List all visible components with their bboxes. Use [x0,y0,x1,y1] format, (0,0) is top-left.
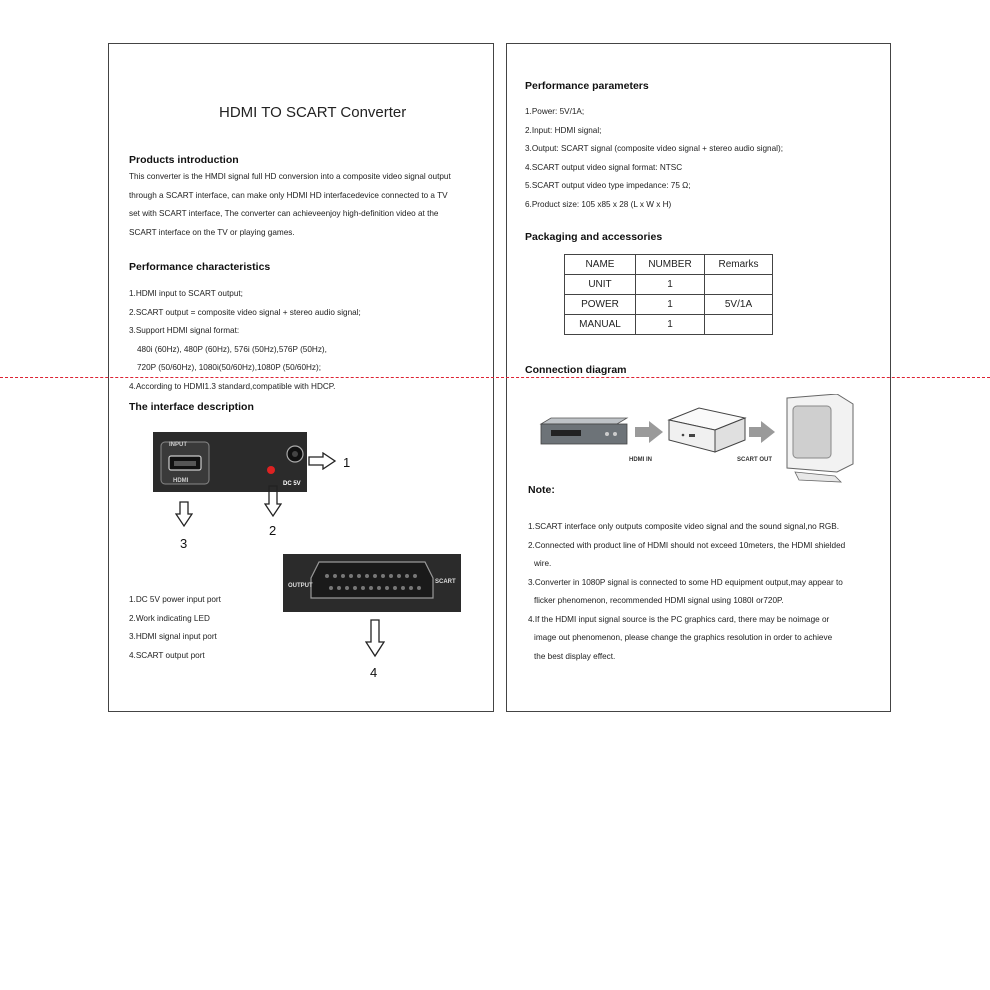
note-item: 4.If the HDMI input signal source is the PC graphics card, there may be noimage or [528,614,830,624]
table-cell: POWER [565,295,636,315]
note-item: the best display effect. [534,651,616,661]
characteristics-item: 4.According to HDMI1.3 standard,compatible with HDCP. [129,381,336,391]
hdmi-in-label: HDMI IN [629,457,652,463]
packaging-table [564,254,773,335]
table-cell [705,315,773,335]
table-cell: 1 [636,315,705,335]
dc-port-label: DC 5V [283,481,301,487]
table-header-cell: NAME [565,255,636,275]
right-arrow-icon [307,452,339,470]
monitor-icon [787,394,853,482]
parameters-list [525,103,783,214]
intro-line: set with SCART interface, The converter can achieveenjoy high-definition video at the [129,209,439,218]
characteristics-item: 720P (50/60Hz), 1080i(50/60Hz),1080P (50/60Hz); [137,363,322,372]
legend-item: 3.HDMI signal input port [129,632,217,641]
table-header-cell: NUMBER [636,255,705,275]
parameter-item: 1.Power: 5V/1A; [525,107,585,116]
callout-4: 4 [370,665,378,680]
characteristics-heading: Performance characteristics [129,261,271,273]
legend-item: 4.SCART output port [129,650,205,660]
parameter-item: 3.Output: SCART signal (composite video signal + stereo audio signal); [525,144,783,153]
intro-text [129,168,451,242]
intro-heading: Products introduction [129,154,239,166]
note-item: flicker phenomenon, recommended HDMI signal using 1080I or720P. [534,596,784,605]
table-row [565,295,773,315]
callout-1: 1 [343,455,351,470]
cut-line [0,377,990,378]
note-list [528,518,845,666]
parameters-heading: Performance parameters [525,80,649,92]
hdmi-port-label: HDMI [173,478,189,484]
down-arrow-icon [365,618,385,658]
callout-3: 3 [180,536,188,551]
table-header-cell: Remarks [705,255,773,275]
note-item: 3.Converter in 1080P signal is connected to some HD equipment output,may appear to [528,577,843,587]
note-item: wire. [534,559,552,568]
characteristics-list [129,285,361,396]
source-device-icon [541,418,627,444]
characteristics-item: 3.Support HDMI signal format: [129,326,240,335]
table-row [565,315,773,335]
characteristics-item: 1.HDMI input to SCART output; [129,289,243,298]
characteristics-item: 480i (60Hz), 480P (60Hz), 576i (50Hz),576P (50Hz), [137,344,327,354]
table-cell: UNIT [565,275,636,295]
interface-legend [129,591,221,665]
table-cell: 1 [636,275,705,295]
parameter-item: 2.Input: HDMI signal; [525,125,602,135]
intro-line: SCART interface on the TV or playing games. [129,227,295,237]
right-arrow-icon [635,421,663,443]
note-heading: Note: [528,484,555,496]
interface-heading: The interface description [129,401,254,413]
right-arrow-icon [749,421,775,443]
scart-out-label: SCART OUT [737,457,772,463]
legend-item: 2.Work indicating LED [129,613,210,623]
characteristics-item: 2.SCART output = composite video signal + stereo audio signal; [129,307,361,317]
note-item: image out phenomenon, please change the graphics resolution in order to achieve [534,633,833,642]
packaging-heading: Packaging and accessories [525,231,663,243]
scart-port-label: SCART [435,579,456,585]
intro-line: This converter is the HMDI signal full HD conversion into a composite video signal output [129,172,451,181]
down-arrow-icon [264,484,282,518]
table-cell [705,275,773,295]
parameter-item: 4.SCART output video signal format: NTSC [525,162,683,172]
connection-heading: Connection diagram [525,364,627,376]
parameter-item: 5.SCART output video type impedance: 75 Ω; [525,181,691,190]
table-cell: MANUAL [565,315,636,335]
note-item: 1.SCART interface only outputs composite video signal and the sound signal,no RGB. [528,522,840,531]
table-cell: 5V/1A [705,295,773,315]
output-port-label: OUTPUT [288,583,313,589]
legend-item: 1.DC 5V power input port [129,595,221,604]
note-item: 2.Connected with product line of HDMI should not exceed 10meters, the HDMI shielded [528,540,846,550]
table-cell: 1 [636,295,705,315]
intro-line: through a SCART interface, can make only HDMI HD interfacedevice connected to a TV [129,190,448,200]
table-row [565,275,773,295]
document-title: HDMI TO SCART Converter [219,104,407,121]
input-port-label: INPUT [169,442,187,448]
parameter-item: 6.Product size: 105 x85 x 28 (L x W x H) [525,199,672,209]
down-arrow-icon [175,500,193,528]
table-header-row [565,255,773,275]
connection-diagram [537,394,857,484]
converter-device-icon [669,408,745,452]
callout-2: 2 [269,523,277,538]
